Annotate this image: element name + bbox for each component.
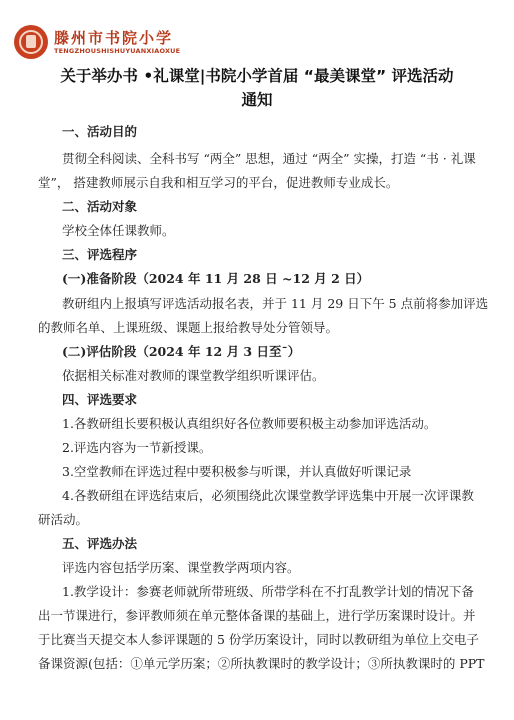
paragraph-line: 贯彻全科阅读、全科书写 “两全” 思想，通过 “两全” 实操，打造 “书 · 礼课	[62, 151, 476, 166]
section-heading-procedure: 三、评选程序	[62, 247, 138, 262]
list-item: 4.各教研组在评选结束后，必须围绕此次课堂教学评选集中开展一次评课教	[62, 488, 474, 503]
school-name-en: TENGZHOUSHISHUYUANXIAOXUE	[54, 46, 181, 55]
list-item: 研活动。	[38, 512, 89, 527]
paragraph-line: 备课资源(包括：①单元学历案；②所执教课时的教学设计；③所执教课时的 PPT	[38, 656, 485, 671]
section-heading-requirements: 四、评选要求	[62, 392, 138, 407]
paragraph-line: 教研组内上报填写评选活动报名表，并于 11 月 29 日下午 5 点前将参加评选	[62, 296, 489, 311]
school-name: 滕州市书院小学	[54, 28, 174, 47]
paragraph-line: 学校全体任课教师。	[62, 223, 175, 238]
paragraph-line: 1.教学设计：参赛老师就所带班级、所带学科在不打乱教学计划的情况下备	[62, 584, 474, 599]
paragraph-line: 堂”， 搭建教师展示自我和相互学习的平台，促进教师专业成长。	[38, 175, 399, 190]
section-heading-target: 二、活动对象	[62, 199, 138, 214]
list-item: 3.空堂教师在评选过程中要积极参与听课，并认真做好听课记录	[62, 464, 412, 479]
section-heading-purpose: 一、活动目的	[62, 124, 138, 139]
paragraph-line: 的教师名单、上课班级、课题上报给教导处分管领导。	[38, 320, 339, 335]
list-item: 1.各教研组长要积极认真组织好各位教师要积极主动参加评选活动。	[62, 416, 437, 431]
school-header	[14, 24, 180, 60]
school-name-block	[54, 29, 180, 56]
subsection-heading-evaluate: (二)评估阶段（2024 年 12 月 3 日至¯）	[62, 344, 301, 359]
section-heading-methods: 五、评选办法	[62, 536, 138, 551]
subsection-heading-prepare: (一)准备阶段（2024 年 11 月 28 日 ~12 月 2 日）	[62, 271, 370, 286]
paragraph-line: 评选内容包括学历案、课堂教学两项内容。	[62, 560, 300, 575]
paragraph-line: 出一节课进行，参评教师须在单元整体备课的基础上，进行学历案课时设计。并	[38, 608, 476, 623]
document-title-line1: 关于举办书 •礼课堂|书院小学首届 “最美课堂” 评选活动	[60, 67, 454, 85]
paragraph-line: 于比赛当天提交本人参评课题的 5 份学历案设计，同时以教研组为单位上交电子	[38, 632, 479, 647]
school-logo-icon	[14, 25, 48, 59]
document-title-line2: 通知	[241, 91, 273, 109]
paragraph-line: 依据相关标准对教师的课堂教学组织听课评估。	[62, 368, 325, 383]
list-item: 2.评选内容为一节新授课。	[62, 440, 212, 455]
